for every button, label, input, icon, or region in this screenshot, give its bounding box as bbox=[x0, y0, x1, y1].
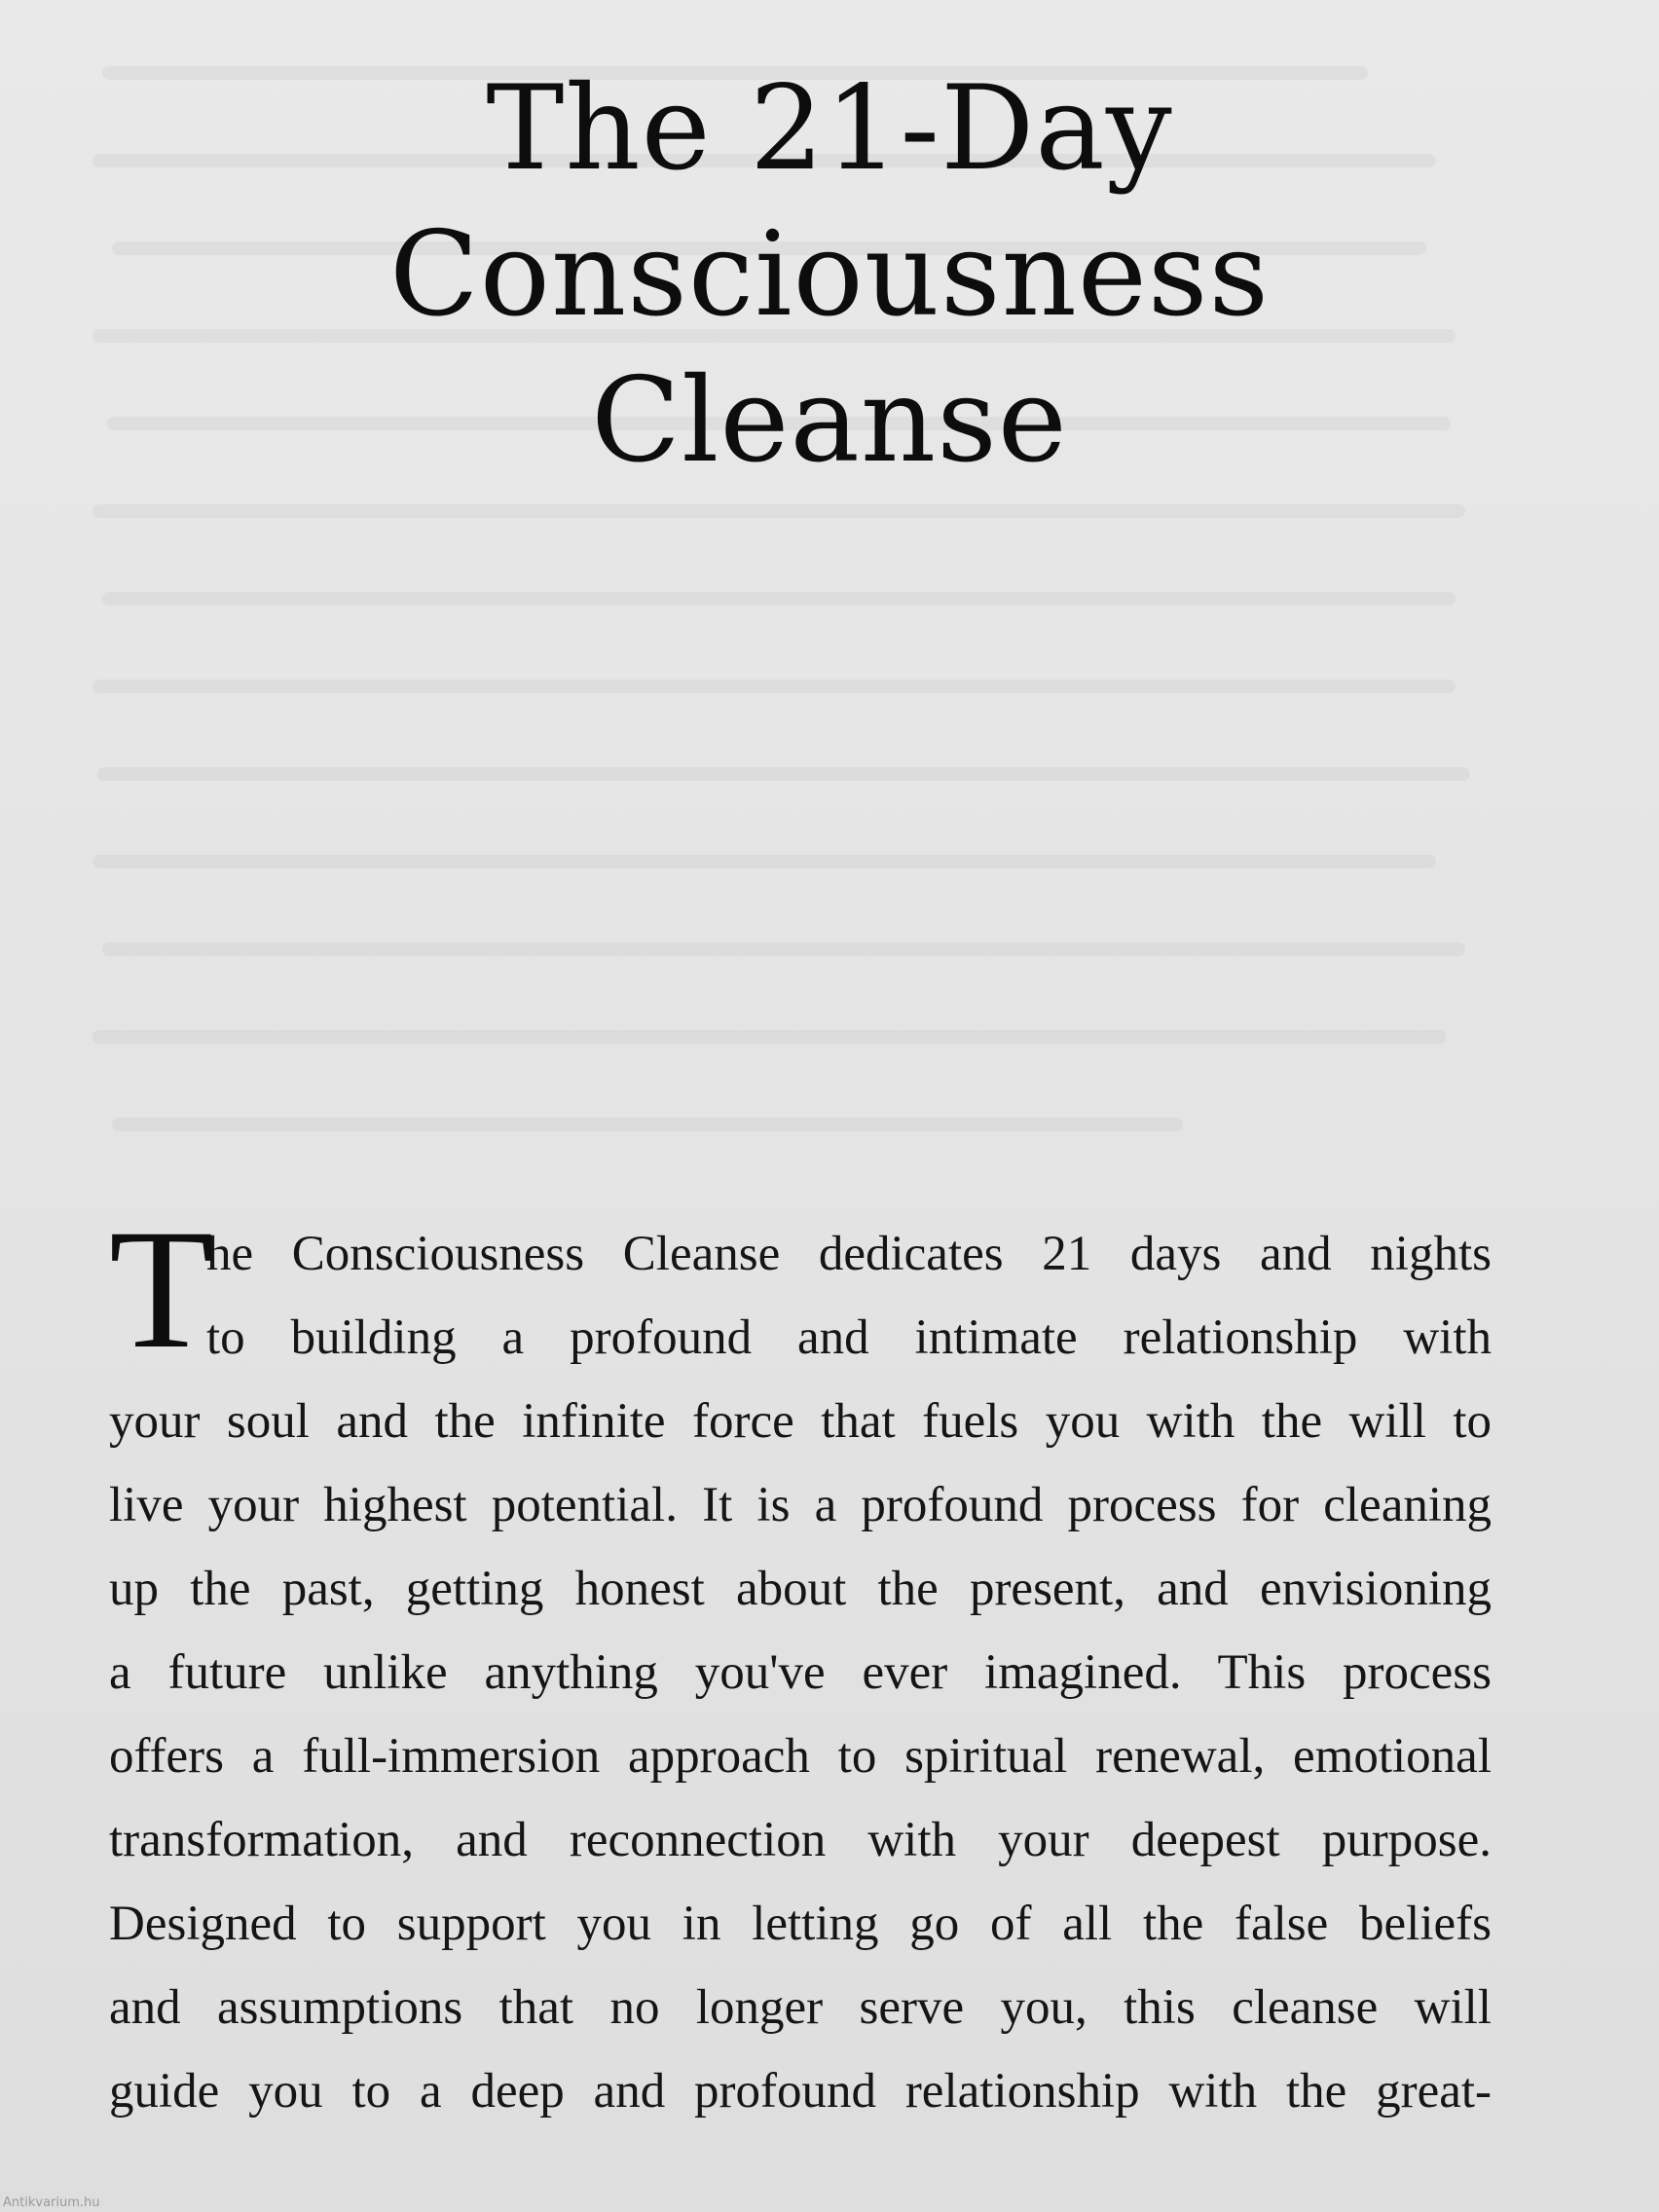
chapter-title bbox=[0, 56, 1659, 495]
drop-cap: T bbox=[109, 1195, 214, 1384]
body-line: and assumptions that no longer serve you, this cleanse will bbox=[109, 1980, 1492, 2035]
body-line: a future unlike anything you've ever imagined. This process bbox=[109, 1645, 1492, 1700]
chapter-title-line-1: The 21-Day bbox=[486, 61, 1173, 197]
body-line: transformation, and reconnection with your deepest purpose. bbox=[109, 1813, 1492, 1867]
body-line: Designed to support you in letting go of all the false beliefs bbox=[109, 1897, 1492, 1951]
body-line: offers a full-immersion approach to spiritual renewal, emotional bbox=[109, 1729, 1492, 1784]
watermark: Antikvarium.hu bbox=[3, 2195, 100, 2210]
chapter-title-line-3: Cleanse bbox=[591, 353, 1068, 489]
body-line: your soul and the infinite force that fuels you with the will to bbox=[109, 1394, 1492, 1449]
body-line: he Consciousness Cleanse dedicates 21 days and nights bbox=[206, 1227, 1492, 1281]
body-line: up the past, getting honest about the present, and envisioning bbox=[109, 1562, 1492, 1616]
body-line: guide you to a deep and profound relationship with the great- bbox=[109, 2064, 1492, 2119]
body-line: live your highest potential. It is a profound process for cleaning bbox=[109, 1478, 1492, 1532]
body-paragraph bbox=[109, 1195, 1492, 2133]
chapter-title-line-2: Consciousness bbox=[388, 207, 1271, 343]
body-line: to building a profound and intimate relationship with bbox=[206, 1310, 1492, 1365]
